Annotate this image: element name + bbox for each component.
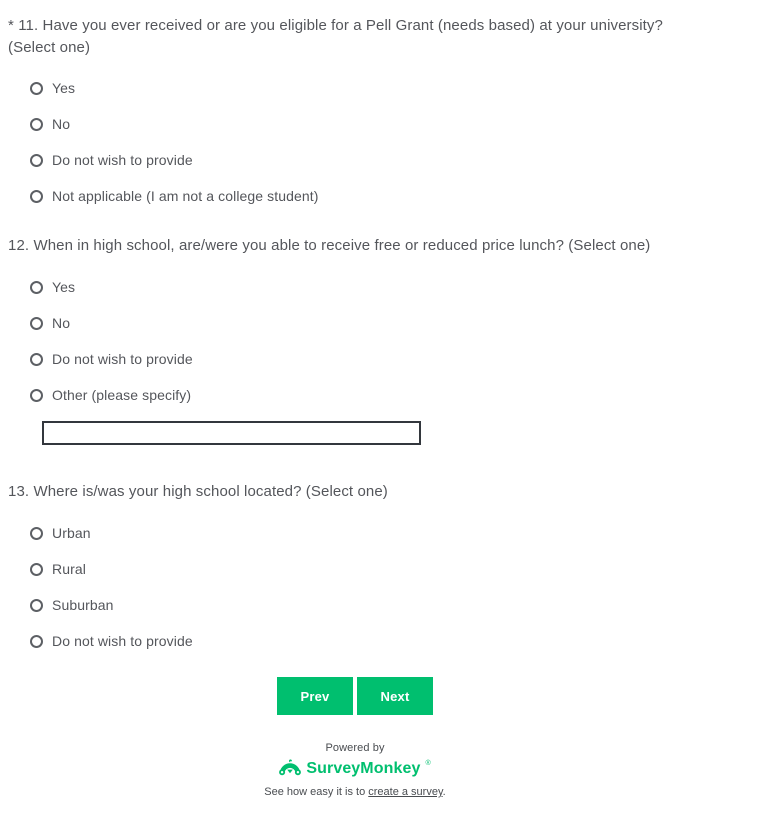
next-button[interactable]: Next	[357, 677, 433, 715]
footer	[8, 742, 702, 798]
question-13	[8, 481, 702, 650]
radio-option-label[interactable]: Do not wish to provide	[52, 351, 193, 367]
promo-suffix: .	[442, 786, 446, 798]
radio-option[interactable]	[30, 116, 702, 133]
radio-option-label[interactable]: Yes	[52, 80, 76, 96]
radio-option-label[interactable]: Urban	[52, 525, 91, 541]
radio-button-icon[interactable]	[30, 281, 43, 294]
surveymonkey-wordmark: SurveyMonkey	[306, 759, 421, 777]
radio-button-icon[interactable]	[30, 563, 43, 576]
create-survey-link[interactable]: create a survey	[368, 786, 443, 798]
question-11	[8, 15, 702, 205]
radio-option-label[interactable]: Yes	[52, 279, 76, 295]
survey-page	[8, 0, 702, 798]
radio-button-icon[interactable]	[30, 118, 43, 131]
radio-button-icon[interactable]	[30, 389, 43, 402]
radio-option[interactable]	[30, 561, 702, 578]
radio-option[interactable]	[30, 525, 702, 542]
surveymonkey-monkey-icon	[279, 759, 301, 778]
promo-prefix: See how easy it is to	[264, 786, 369, 798]
radio-button-icon[interactable]	[30, 154, 43, 167]
nav-buttons	[8, 677, 702, 715]
radio-option-label[interactable]: Do not wish to provide	[52, 633, 193, 649]
question-11-number: * 11.	[8, 17, 39, 34]
question-12-title	[8, 235, 696, 257]
radio-option[interactable]	[30, 351, 702, 368]
radio-option-label[interactable]: Rural	[52, 561, 86, 577]
radio-button-icon[interactable]	[30, 82, 43, 95]
question-13-title	[8, 481, 696, 503]
radio-option[interactable]	[30, 597, 702, 614]
radio-option[interactable]	[30, 387, 702, 404]
surveymonkey-logo-link[interactable]	[279, 759, 430, 778]
question-13-text: Where is/was your high school located? (Select one)	[33, 483, 388, 500]
question-12	[8, 235, 702, 445]
question-11-title	[8, 15, 696, 59]
radio-option[interactable]	[30, 633, 702, 650]
question-12-options	[30, 279, 702, 404]
radio-option[interactable]	[30, 80, 702, 97]
radio-option-label[interactable]: Not applicable (I am not a college student)	[52, 188, 319, 204]
question-11-text: Have you ever received or are you eligible for a Pell Grant (needs based) at your university? (Select one)	[8, 17, 663, 56]
radio-button-icon[interactable]	[30, 635, 43, 648]
radio-button-icon[interactable]	[30, 353, 43, 366]
question-11-options	[30, 80, 702, 205]
question-12-number: 12.	[8, 237, 30, 254]
radio-button-icon[interactable]	[30, 317, 43, 330]
radio-option-label[interactable]: Other (please specify)	[52, 387, 192, 403]
radio-option-label[interactable]: No	[52, 315, 71, 331]
prev-button[interactable]: Prev	[277, 677, 353, 715]
promo-line	[8, 786, 702, 798]
radio-option-label[interactable]: Suburban	[52, 597, 114, 613]
other-specify-input[interactable]	[42, 421, 421, 445]
radio-option[interactable]	[30, 188, 702, 205]
radio-button-icon[interactable]	[30, 190, 43, 203]
radio-option[interactable]	[30, 279, 702, 296]
radio-option-label[interactable]: No	[52, 116, 71, 132]
question-12-text: When in high school, are/were you able to receive free or reduced price lunch? (Select one)	[33, 237, 651, 254]
trademark-symbol: ®	[425, 760, 431, 767]
question-13-number: 13.	[8, 483, 30, 500]
radio-option[interactable]	[30, 315, 702, 332]
radio-option[interactable]	[30, 152, 702, 169]
radio-button-icon[interactable]	[30, 527, 43, 540]
question-13-options	[30, 525, 702, 650]
powered-by-label: Powered by	[325, 742, 385, 754]
radio-button-icon[interactable]	[30, 599, 43, 612]
radio-option-label[interactable]: Do not wish to provide	[52, 152, 193, 168]
